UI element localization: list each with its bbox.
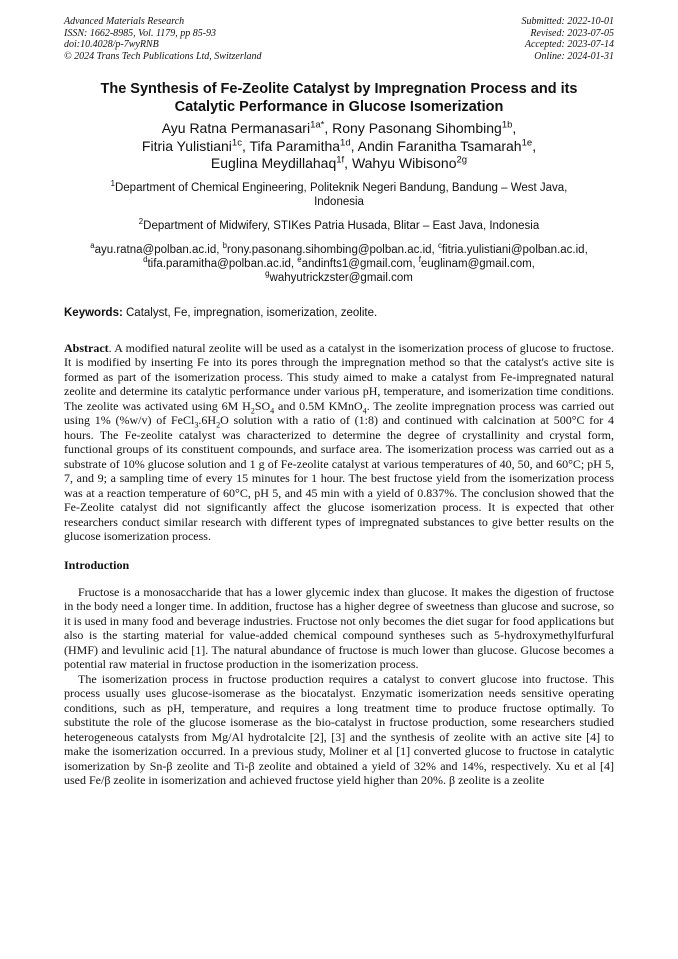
- title-line: The Synthesis of Fe-Zeolite Catalyst by Impregnation Process and its: [100, 81, 578, 97]
- author-list: Ayu Ratna Permanasari$^{1a*}$, Rony Pasonang Sihombing$^{1b}$, Fitria Yulistiani$^{1c}$, Tifa Paramitha$^{1d}$, Andin Faranitha Tsamarah$^{1e}$, Euglina Meydillahaq$^{1f}$, Wahyu Wibisono$^{2g}$: [141, 119, 537, 171]
- accepted-date: Accepted: 2023-07-14: [524, 39, 614, 50]
- affiliation: $^1$Department of Chemical Engineering, Politeknik Negeri Bandung, Bandung – West Java, Indonesia: [110, 178, 568, 208]
- journal-header: [64, 16, 614, 62]
- title-line: Catalytic Performance in Glucose Isomerization: [174, 99, 504, 115]
- email-address: euglinam@gmail.com: [420, 257, 532, 270]
- abstract: Abstract. A modified natural zeolite will be used as a catalyst in the isomerization process of glucose to fructose. It is modified by inserting Fe into its pores through the impregnation method so that the catalyst's active site is formed as part of the isomerization process. This study aimed to make a catalyst from Fe-impregnated natural zeolite and determine its catalytic performance under various pH, temperature, and isomerization time conditions. The zeolite was activated using 6M $H_2SO_4$ and 0.5M KMnO$_4$. The zeolite impregnation process was carried out using 1% (%w/v) of $FeCl_3.6H_2O$ solution with a ratio of (1:8) and continued with calcination at 500°C for 4 hours. The Fe-zeolite catalyst was characterized to determine the degree of crystallinity and crystal form, functional groups of its constituent compounds, and surface area. The isomerization process was carried out as a substrate of 10% glucose solution and 1 g of Fe-zeolite catalyst at various temperatures of 40, 50, and 60°C; pH 5, 7, and 9; a sampling time of every 15 minutes for 1 hour. The best fructose yield from the isomerization process was at a reaction temperature of 60°C, pH 5, and 45 min with a yield of 0.837%. The conclusion showed that the Fe-Zeolite catalyst did not significantly affect the glucose isomerization process. It is expected that other researchers conduct similar research with different types of impregnated substances to give better results on the glucose isomerization process.: [64, 340, 614, 543]
- author: Tifa Paramitha$^{1d}$: [249, 136, 351, 154]
- email-list: $^a$ayu.ratna@polban.ac.id, $^b$rony.pasonang.sihombing@polban.ac.id, $^c$fitria.yulistiani@polban.ac.id, $^d$tifa.paramitha@polban.ac.id, $^e$andinfts1@gmail.com, $^f$euglinam@gmail.com, $^g$wahyutrickzster@gmail.com: [90, 240, 588, 284]
- email-address: ayu.ratna@polban.ac.id: [94, 243, 217, 256]
- email-address: wahyutrickzster@gmail.com: [269, 271, 413, 284]
- keywords-text: Catalyst, Fe, impregnation, isomerization, zeolite.: [122, 306, 378, 319]
- paper-page: [64, 16, 614, 788]
- issn: ISSN: 1662-8985, Vol. 1179, pp 85-93: [64, 27, 217, 39]
- revised-date: Revised: 2023-07-05: [530, 27, 614, 39]
- author: Andin Faranitha Tsamarah$^{1e}$: [357, 136, 533, 154]
- email-address: fitria.yulistiani@polban.ac.id: [441, 243, 585, 256]
- submitted-date: Submitted: 2022-10-01: [521, 16, 614, 27]
- author: Ayu Ratna Permanasari$^{1a*}$: [161, 119, 325, 136]
- author: Fitria Yulistiani$^{1c}$: [141, 136, 242, 154]
- abstract-label: Abstract: [64, 340, 109, 355]
- section-heading: Introduction: [64, 557, 130, 572]
- header-left: [64, 16, 262, 62]
- email-address: tifa.paramitha@polban.ac.id: [147, 257, 291, 270]
- paragraph: The isomerization process in fructose production requires a catalyst to convert glucose into fructose. This process usually uses glucose-isomerase as the biocatalyst. Enzymatic isomerization needs sensitive operating conditions, such as pH, temperature, and requires a long treatment time to produce fructose optimally. To substitute the role of the glucose isomerase as the bio-catalyst in fructose production, some researchers studied heterogeneous catalysts from Mg/Al hydrotalcite [2], [3] and the synthesis of zeolite with an active site [4] to make the isomerization occurred. In a previous study, Moliner et al [1] converted glucose to fructose in catalytic isomerization by Sn-β zeolite and Ti-β zeolite and obtained a yield of 32% and 14%, respectively. Xu et al [4] used Fe/β zeolite in isomerization and achieved fructose yield higher than 20%. β zeolite is a zeolite: [64, 671, 614, 787]
- journal-name: Advanced Materials Research: [64, 16, 185, 27]
- copyright: © 2024 Trans Tech Publications Ltd, Switzerland: [64, 50, 262, 62]
- email-address: rony.pasonang.sihombing@polban.ac.id: [227, 243, 432, 256]
- author: Euglina Meydillahaq$^{1f}$: [210, 154, 345, 171]
- header-right: [522, 16, 615, 62]
- keywords: [64, 307, 614, 319]
- online-date: Online: 2024-01-31: [534, 50, 614, 62]
- affiliation: $^2$Department of Midwifery, STIKes Patria Husada, Blitar – East Java, Indonesia: [138, 216, 540, 232]
- author: Wahyu Wibisono$^{2g}$: [351, 154, 468, 171]
- keywords-label: Keywords:: [64, 306, 123, 319]
- paper-title: [64, 80, 614, 116]
- paragraph: Fructose is a monosaccharide that has a lower glycemic index than glucose. It makes the digestion of fructose in the body need a longer time. In addition, fructose has a higher degree of sweetness than glucose and sucrose, so it is used in many food and beverage industries. Fructose not only becomes the diet sugar for food applications but also is the starting material for value-added chemical compound syntheses such as 5-hydroxymethylfurfural (HMF) and levulinic acid [1]. The natural abundance of fructose is much lower than glucose. Glucose becomes a potential raw material in fructose production in the isomerization process.: [64, 584, 614, 671]
- doi: doi:10.4028/p-7wyRNB: [64, 39, 159, 50]
- author: Rony Pasonang Sihombing$^{1b}$: [332, 119, 513, 136]
- email-address: andinfts1@gmail.com: [301, 257, 413, 270]
